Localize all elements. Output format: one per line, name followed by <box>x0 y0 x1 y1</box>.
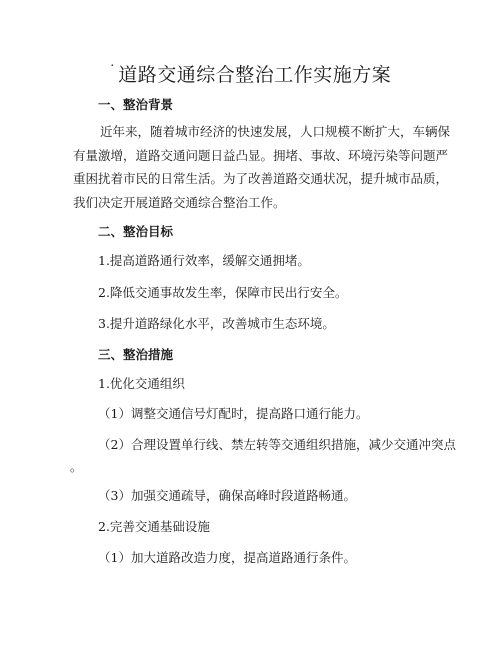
background-paragraph <box>73 120 451 214</box>
title-mark: ˙ <box>108 63 117 79</box>
measure-item: 1.优化交通组织 <box>98 376 185 391</box>
section-heading-measures: 三、整治措施 <box>98 347 174 362</box>
paragraph-line: 有量激增，道路交通问题日益凸显。拥堵、事故、环境污染等问题严 <box>73 147 449 163</box>
measure-item: 2.完善交通基础设施 <box>98 519 210 534</box>
goal-item: 1.提高道路通行效率，缓解交通拥堵。 <box>98 253 310 268</box>
goal-item: 3.提升道路绿化水平，改善城市生态环境。 <box>98 316 335 331</box>
paragraph-line: 近年来，随着城市经济的快速发展，人口规模不断扩大，车辆保 <box>100 124 451 139</box>
section-heading-background: 一、整治背景 <box>98 97 174 112</box>
measure-item: （1）加大道路改造力度，提高道路通行条件。 <box>98 550 356 565</box>
measure-item: （3）加强交通疏导，确保高峰时段道路畅通。 <box>98 488 356 503</box>
document-title <box>0 60 500 87</box>
measure-item: （1）调整交通信号灯配时，提高路口通行能力。 <box>98 406 369 421</box>
goal-item: 2.降低交通事故发生率，保障市民出行安全。 <box>98 285 348 300</box>
measure-item-wrap: 。 <box>70 459 83 474</box>
paragraph-line: 重困扰着市民的日常生活。为了改善道路交通状况，提升城市品质， <box>73 171 449 186</box>
section-heading-goals: 二、整治目标 <box>98 224 174 239</box>
measure-item: （2）合理设置单行线、禁左转等交通组织措施，减少交通冲突点 <box>98 437 456 452</box>
paragraph-line: 我们决定开展道路交通综合整治工作。 <box>73 194 286 210</box>
title-text: 道路交通综合整治工作实施方案 <box>118 64 392 86</box>
